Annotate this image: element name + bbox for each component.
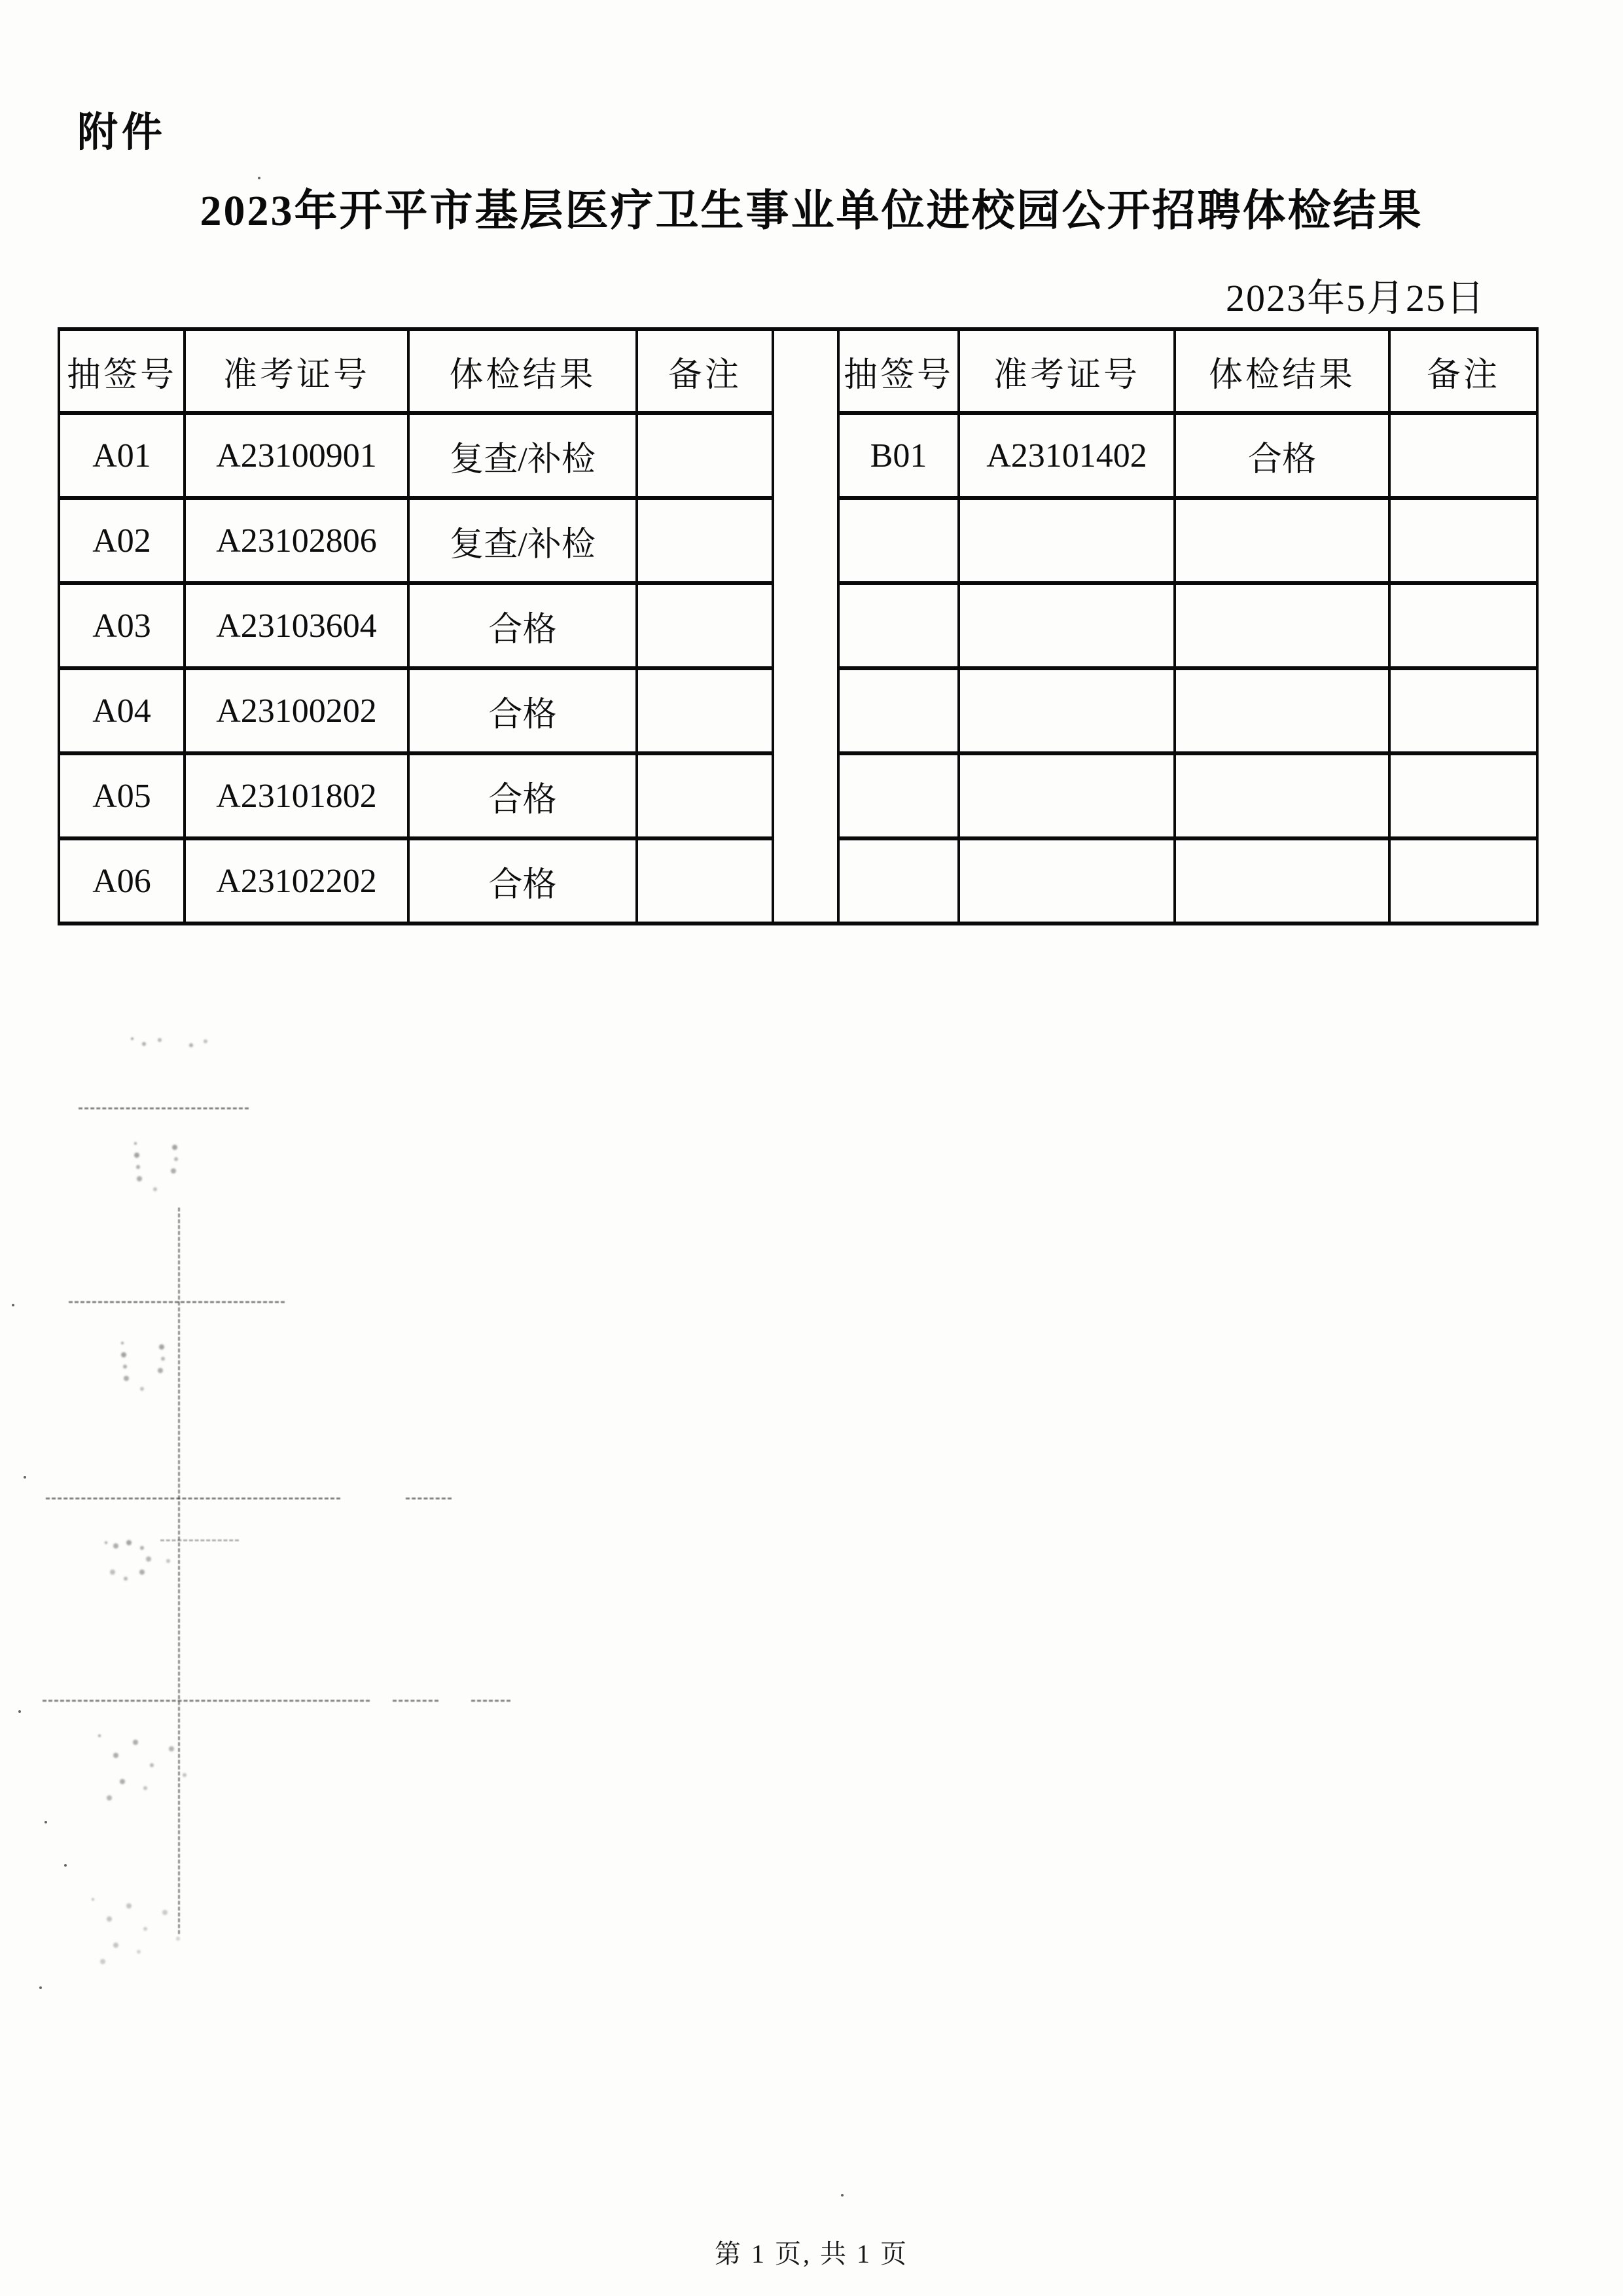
results-table-left <box>58 327 774 925</box>
cell-result <box>1175 838 1389 924</box>
scan-artifact-speck <box>24 1476 26 1479</box>
scan-artifact-smudge <box>121 1342 124 1344</box>
cell-result: 复查/补检 <box>408 498 637 583</box>
cell-result: 合格 <box>1175 413 1389 498</box>
cell-draw-number: A06 <box>59 838 185 924</box>
cell-draw-number <box>838 583 959 668</box>
cell-admission-number <box>959 668 1175 753</box>
table-row <box>59 753 773 838</box>
scan-artifact-smudge <box>98 1734 101 1737</box>
cell-note <box>637 838 773 924</box>
table-row <box>838 668 1537 753</box>
cell-admission-number: A23100901 <box>185 413 408 498</box>
cell-admission-number: A23102202 <box>185 838 408 924</box>
cell-result: 复查/补检 <box>408 413 637 498</box>
cell-admission-number <box>959 498 1175 583</box>
cell-admission-number <box>959 753 1175 838</box>
scan-artifact-line <box>406 1498 452 1499</box>
scan-artifact-speck <box>39 1986 42 1989</box>
header-cell-draw-number: 抽签号 <box>838 329 959 413</box>
table-row <box>59 838 773 924</box>
table-row <box>838 583 1537 668</box>
cell-result <box>1175 583 1389 668</box>
scan-artifact-line <box>178 1208 180 1934</box>
scan-artifact-line <box>79 1107 249 1109</box>
table-header-row <box>59 329 773 413</box>
scan-artifact-speck <box>64 1864 67 1867</box>
scan-artifact-line <box>69 1301 285 1303</box>
scan-artifact-speck <box>12 1304 14 1306</box>
scan-artifact-line <box>46 1498 340 1499</box>
cell-admission-number: A23100202 <box>185 668 408 753</box>
cell-admission-number: A23101802 <box>185 753 408 838</box>
table-gap-strip <box>774 327 837 925</box>
scan-artifact-speck <box>841 2194 844 2197</box>
scan-artifact-line <box>43 1700 370 1702</box>
cell-note <box>637 753 773 838</box>
cell-note <box>637 413 773 498</box>
cell-result: 合格 <box>408 668 637 753</box>
cell-draw-number: A03 <box>59 583 185 668</box>
page-footer: 第 1 页, 共 1 页 <box>715 2239 908 2269</box>
cell-note <box>1389 668 1537 753</box>
document-title: 2023年开平市基层医疗卫生事业单位进校园公开招聘体检结果 <box>200 187 1423 235</box>
scan-artifact-speck <box>45 1821 47 1823</box>
cell-draw-number <box>838 668 959 753</box>
header-cell-note: 备注 <box>637 329 773 413</box>
table-row <box>59 498 773 583</box>
table-row <box>838 753 1537 838</box>
table-row <box>59 668 773 753</box>
cell-admission-number <box>959 583 1175 668</box>
cell-admission-number: A23102806 <box>185 498 408 583</box>
attachment-label: 附件 <box>77 111 167 155</box>
cell-admission-number <box>959 838 1175 924</box>
scan-artifact-line <box>393 1700 438 1702</box>
table-row <box>59 413 773 498</box>
header-cell-note: 备注 <box>1389 329 1537 413</box>
header-cell-admission-number: 准考证号 <box>185 329 408 413</box>
table-header-row <box>838 329 1537 413</box>
cell-note <box>1389 413 1537 498</box>
cell-note <box>1389 838 1537 924</box>
cell-draw-number: B01 <box>838 413 959 498</box>
scan-artifact-smudge <box>105 1541 107 1544</box>
header-cell-draw-number: 抽签号 <box>59 329 185 413</box>
table-row <box>838 838 1537 924</box>
scan-artifact-line <box>160 1539 239 1541</box>
cell-note <box>1389 498 1537 583</box>
scan-artifact-smudge <box>134 1142 137 1145</box>
cell-note <box>1389 583 1537 668</box>
scan-artifact-speck <box>18 1710 21 1713</box>
header-cell-result: 体检结果 <box>1175 329 1389 413</box>
table-row <box>838 413 1537 498</box>
scan-artifact-smudge <box>92 1898 94 1901</box>
table-row <box>838 498 1537 583</box>
cell-note <box>637 498 773 583</box>
scan-artifact-smudge <box>131 1037 134 1040</box>
cell-result: 合格 <box>408 583 637 668</box>
cell-note <box>1389 753 1537 838</box>
results-tables-area <box>58 327 1539 925</box>
cell-result: 合格 <box>408 753 637 838</box>
cell-admission-number: A23101402 <box>959 413 1175 498</box>
cell-result: 合格 <box>408 838 637 924</box>
cell-draw-number <box>838 498 959 583</box>
header-cell-result: 体检结果 <box>408 329 637 413</box>
cell-draw-number <box>838 838 959 924</box>
cell-draw-number: A02 <box>59 498 185 583</box>
cell-draw-number: A04 <box>59 668 185 753</box>
cell-result <box>1175 753 1389 838</box>
cell-admission-number: A23103604 <box>185 583 408 668</box>
table-row <box>59 583 773 668</box>
cell-draw-number: A05 <box>59 753 185 838</box>
header-cell-admission-number: 准考证号 <box>959 329 1175 413</box>
scan-artifact-line <box>471 1700 510 1702</box>
cell-draw-number: A01 <box>59 413 185 498</box>
document-date: 2023年5月25日 <box>1225 277 1486 319</box>
cell-note <box>637 668 773 753</box>
cell-draw-number <box>838 753 959 838</box>
results-table-right <box>837 327 1539 925</box>
cell-result <box>1175 668 1389 753</box>
cell-result <box>1175 498 1389 583</box>
cell-note <box>637 583 773 668</box>
